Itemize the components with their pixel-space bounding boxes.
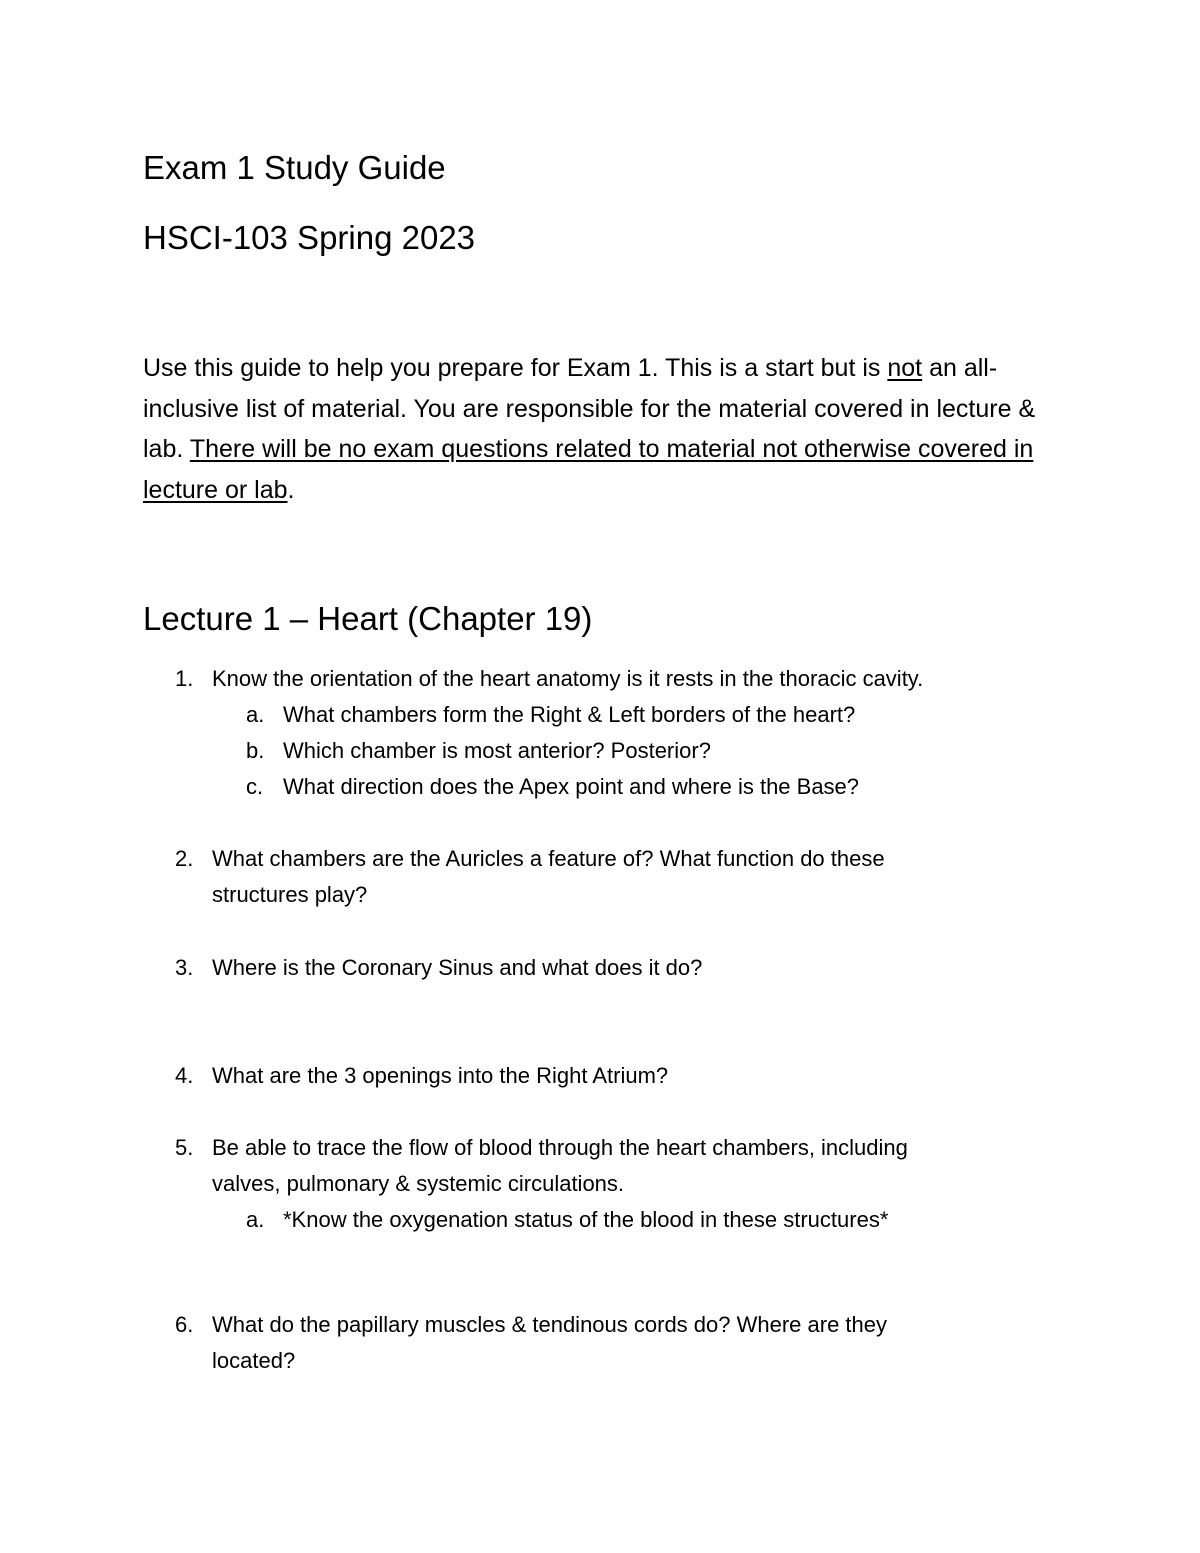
sub-question-letter: b. [246,738,265,763]
question-number: 3. [175,955,194,980]
course-line: HSCI-103 Spring 2023 [143,219,476,256]
question-text: Know the orientation of the heart anatomy is it rests in the thoracic cavity. [212,666,924,691]
question-text-line-2: located? [212,1348,296,1373]
question-text-line-1: What do the papillary muscles & tendinous cords do? Where are they [212,1312,888,1337]
question-1 [175,661,1055,697]
intro-underlined-note: There will be no exam questions related to material not otherwise covered in lecture or lab [143,435,1034,504]
sub-question-1c [246,769,1066,805]
question-number: 4. [175,1063,194,1088]
sub-question-text: Which chamber is most anterior? Posterior? [283,738,711,763]
section-heading-lecture-1: Lecture 1 – Heart (Chapter 19) [143,600,593,637]
question-4 [175,1058,1055,1094]
intro-paragraph [143,348,1043,510]
question-text-line-1: Be able to trace the flow of blood through the heart chambers, including [212,1135,908,1160]
question-5 [175,1130,1055,1202]
document-title: Exam 1 Study Guide [143,149,446,186]
question-2 [175,841,1055,913]
intro-text-1: Use this guide to help you prepare for Exam 1. This is a start but is [143,354,888,382]
question-text-line-2: structures play? [212,882,368,907]
sub-question-1a [246,697,1066,733]
sub-question-letter: a. [246,1207,265,1232]
question-number: 5. [175,1135,194,1160]
question-number: 1. [175,666,194,691]
intro-text-2: an all-inclusive list of material. You are responsible for the material covered in lecture & lab. [143,354,1036,463]
sub-question-text: *Know the oxygenation status of the blood in these structures* [283,1207,889,1232]
question-text-line-1: What chambers are the Auricles a feature of? What function do these [212,846,885,871]
question-number: 6. [175,1312,194,1337]
question-text-line-2: valves, pulmonary & systemic circulations. [212,1171,625,1196]
question-number: 2. [175,846,194,871]
sub-question-letter: a. [246,702,265,727]
sub-question-letter: c. [246,774,264,799]
intro-end: . [287,475,295,504]
sub-question-5a [246,1202,1066,1238]
question-3 [175,950,1055,986]
sub-question-text: What direction does the Apex point and where is the Base? [283,774,860,799]
question-text: Where is the Coronary Sinus and what does it do? [212,955,703,980]
question-6 [175,1307,1055,1379]
sub-question-text: What chambers form the Right & Left borders of the heart? [283,702,856,727]
question-text: What are the 3 openings into the Right Atrium? [212,1063,669,1088]
sub-question-1b [246,733,1066,769]
intro-not-emphasis: not [887,354,923,382]
